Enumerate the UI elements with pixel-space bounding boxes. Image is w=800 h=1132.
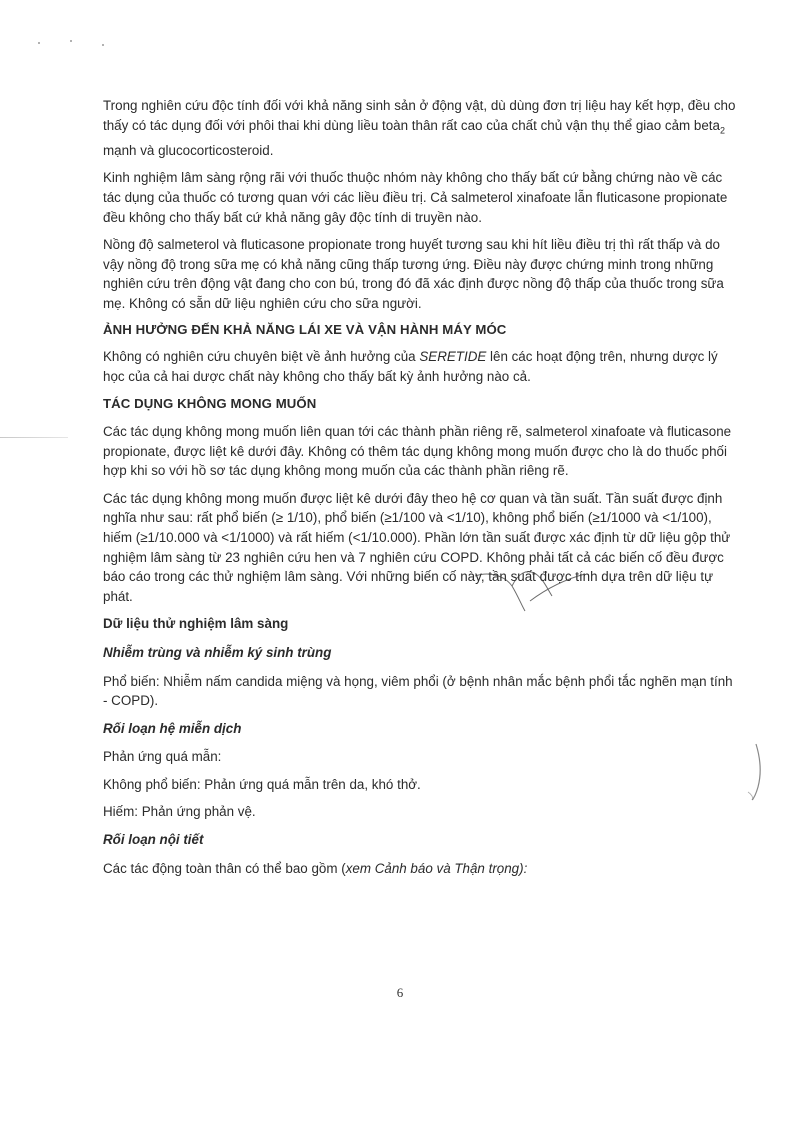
driving-paragraph: Không có nghiên cứu chuyên biệt về ảnh hưởng của SERETIDE lên các hoạt động trên, nhưng dược lý học của cả hai dược chất này không cho thấy bất kỳ ảnh hưởng nào cả.	[103, 349, 718, 384]
immune-paragraph-1: Phản ứng quá mẫn:	[103, 749, 222, 765]
reproduction-paragraph-1: Trong nghiên cứu độc tính đối với khả năng sinh sản ở động vật, dù dùng đơn trị liệu hay kết hợp, đều cho thấy có tác dụng đối với phôi thai khi dùng liều toàn thân rất cao của chất chủ vận thụ thể giao cảm beta$_2$ mạnh và glucocorticosteroid.	[103, 98, 736, 158]
reproduction-paragraph-2: Kinh nghiệm lâm sàng rộng rãi với thuốc thuộc nhóm này không cho thấy bất cứ bằng chứng nào về các tác dụng của thuốc có tương quan với các liều điều trị. Cả salmeterol xinafoate lẫn fluticasone propionate đều không cho thấy bất cứ khả năng gây độc tính di truyền nào.	[103, 170, 728, 225]
brand-name: SERETIDE	[419, 349, 487, 365]
immune-paragraph-2: Không phổ biến: Phản ứng quá mẫn trên da, khó thở.	[103, 776, 421, 792]
immune-paragraph-3: Hiếm: Phản ứng phản vệ.	[103, 804, 256, 820]
adverse-paragraph-1: Các tác dụng không mong muốn liên quan tới các thành phần riêng rẽ, salmeterol xinafoate và fluticasone propionate, được liệt kê dưới đây. Không có thêm tác dụng không mong muốn được cho là do thuốc phối hợp khi so với hồ sơ tác dụng không mong muốn của các thành phần riêng rẽ.	[103, 423, 732, 479]
adverse-paragraph-2: Các tác dụng không mong muốn được liệt kê dưới đây theo hệ cơ quan và tần suất. Tần suất được định nghĩa như sau: rất phổ biến (≥ 1/10), phổ biến (≥1/100 và <1/10), không phổ biến (≥1/1000 và <1/100), hiếm (≥1/10.000 và <1/1000) và rất hiếm (<1/10.000). Phần lớn tần suất được xác định từ dữ liệu gộp thử nghiệm lâm sàng từ 23 nghiên cứu hen và 7 nghiên cứu COPD. Không phải tất cả các biến cố đều được báo cáo trong các thử nghiệm lâm sàng. Với những biến cố này, tần suất được tính dựa trên dữ liệu tự phát.	[103, 490, 731, 604]
reproduction-paragraph-3: Nồng độ salmeterol và fluticasone propionate trong huyết tương sau khi hít liều điều trị thì rất thấp và do vậy nồng độ trong sữa mẹ có khả năng cũng thấp tương ứng. Điều này được chứng minh trong những nghiên cứu trên động vật đang cho con bú, trong đó đã xác định được nồng độ thấp của thuốc trong sữa mẹ. Không có sẵn dữ liệu nghiên cứu cho sữa người.	[103, 237, 724, 312]
margin-pen-mark	[738, 742, 768, 802]
clinical-data-heading: Dữ liệu thử nghiệm lâm sàng	[103, 616, 289, 632]
scan-artifact-dots	[38, 40, 118, 50]
driving-heading: ẢNH HƯỞNG ĐẾN KHẢ NĂNG LÁI XE VÀ VẬN HÀNH MÁY MÓC	[103, 321, 507, 337]
infections-paragraph: Phổ biến: Nhiễm nấm candida miệng và họng, viêm phổi (ở bệnh nhân mắc bệnh phổi tắc nghẽn mạn tính - COPD).	[103, 673, 733, 709]
endocrine-heading: Rối loạn nội tiết	[103, 832, 204, 848]
document-body	[103, 96, 739, 886]
subscript-2: 2	[719, 125, 725, 136]
adverse-effects-heading: TÁC DỤNG KHÔNG MONG MUỐN	[103, 396, 317, 412]
immune-heading: Rối loạn hệ miễn dịch	[103, 720, 242, 736]
scan-artifact-line	[0, 437, 68, 438]
infections-heading: Nhiễm trùng và nhiễm ký sinh trùng	[103, 644, 332, 660]
endocrine-paragraph: Các tác động toàn thân có thể bao gồm (xem Cảnh báo và Thận trọng):	[103, 860, 528, 876]
page-number: 6	[396, 985, 404, 1000]
